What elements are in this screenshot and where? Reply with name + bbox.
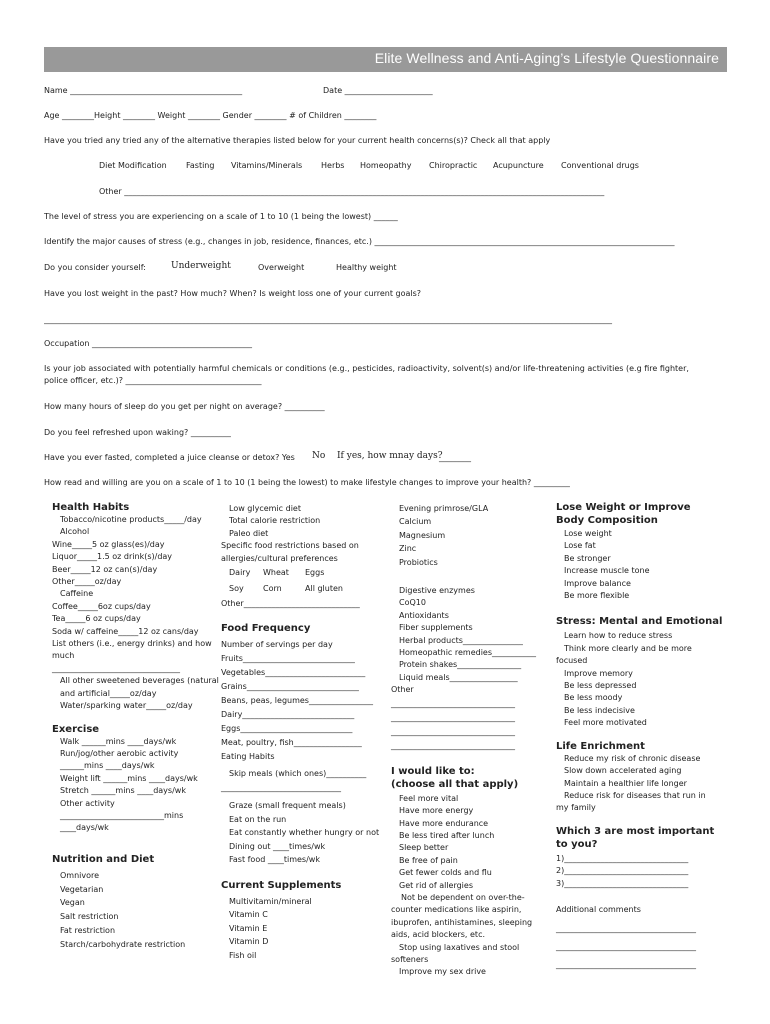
section-heading: I would like to: (391, 765, 475, 777)
refreshed-field[interactable]: Do you feel refreshed upon waking? __________ (44, 428, 231, 437)
list-item[interactable]: Maintain a healthier life longer (564, 778, 687, 788)
lost-weight-question: Have you lost weight in the past? How much? When? Is weight loss one of your current goals? (44, 289, 422, 298)
questionnaire-header (44, 47, 727, 72)
list-item[interactable]: Run/jog/other aerobic activity (60, 748, 179, 758)
list-item[interactable]: Get rid of allergies (399, 880, 473, 890)
list-item[interactable]: Be less moody (564, 693, 623, 703)
section-heading: Nutrition and Diet (52, 853, 155, 865)
restriction-option[interactable]: Soy (229, 584, 244, 594)
list-item[interactable]: Calcium (399, 517, 432, 527)
list-item[interactable]: Vegan (60, 898, 85, 908)
list-item[interactable]: Digestive enzymes (399, 586, 475, 596)
therapy-option[interactable]: Conventional drugs (561, 161, 639, 170)
section-heading: Exercise (52, 723, 100, 735)
therapies-question: Have you tried any tried any of the alternative therapies listed below for your current health concerns(s)? Check all that apply (44, 136, 551, 145)
stress-causes-field[interactable]: Identify the major causes of stress (e.g., changes in job, residence, finances, etc.) ___________________________________________________________________________ (44, 237, 675, 246)
section-heading: Lose Weight or Improve Body Composition (556, 502, 691, 526)
list-item[interactable]: Homeopathic remedies___________ (399, 648, 537, 658)
answer-line[interactable]: ___________________________________ (556, 924, 696, 934)
list-item[interactable]: Liquor_____1.5 oz drink(s)/day (52, 552, 173, 562)
food-field[interactable]: Fruits____________________________ (221, 654, 355, 664)
list-item[interactable]: Fast food ____times/wk (229, 855, 320, 865)
list-item[interactable]: Total calorie restriction (229, 516, 321, 526)
list-item[interactable]: Low glycemic diet (229, 504, 301, 513)
list-item[interactable]: Dining out ____times/wk (229, 841, 326, 851)
readiness-field[interactable]: How read and willing are you on a scale of 1 to 10 (1 being the lowest) to make lifestyle changes to improve your health? _________ (44, 478, 570, 487)
list-item[interactable]: Walk ______mins ____days/wk (60, 736, 177, 746)
list-item[interactable]: Probiotics (399, 557, 438, 567)
list-item[interactable]: Eat constantly whether hungry or not (229, 828, 380, 838)
list-item[interactable]: Fat restriction (60, 925, 116, 935)
list-item[interactable]: Magnesium (399, 530, 446, 540)
list-item: List others (i.e., energy drinks) and how much (52, 639, 212, 661)
list-item: Other activity (60, 798, 115, 808)
list-item[interactable]: Soda w/ caffeine_____12 oz cans/day (52, 626, 199, 636)
list-item[interactable]: Zinc (399, 544, 417, 554)
list-item[interactable]: Think more clearly and be more focused (556, 643, 692, 666)
list-item[interactable]: Vitamin E (229, 923, 268, 933)
date-field[interactable]: Date ______________________ (323, 86, 433, 95)
list-item[interactable]: Have more endurance (399, 818, 489, 828)
food-field[interactable]: Eggs____________________________ (221, 724, 353, 734)
list-item[interactable]: Protein shakes________________ (399, 660, 522, 670)
list-item[interactable]: Salt restriction (60, 912, 119, 922)
section-heading: (choose all that apply) (391, 778, 519, 790)
list-item[interactable]: Lose weight (564, 529, 612, 538)
restriction-option[interactable]: Wheat (263, 568, 289, 578)
fasted-days-field[interactable]: ________ (439, 453, 471, 462)
therapy-option[interactable]: Fasting (186, 161, 215, 170)
fasted-no-option[interactable]: No (312, 451, 326, 461)
restriction-option[interactable]: Dairy (229, 568, 251, 578)
list-item[interactable]: Learn how to reduce stress (564, 631, 673, 641)
healthy-weight-option[interactable]: Healthy weight (336, 263, 397, 272)
list-item[interactable]: Water/sparking water_____oz/day (60, 701, 193, 711)
list-item[interactable]: Reduce risk for diseases that run in my family (556, 790, 706, 813)
answer-line[interactable]: _______________________________ (391, 740, 515, 750)
list-item[interactable]: Tobacco/nicotine products_____/day (60, 515, 202, 524)
list-item[interactable]: Reduce my risk of chronic disease (564, 753, 701, 763)
food-field[interactable]: Vegetables_________________________ (221, 668, 366, 678)
other-therapy-field[interactable]: Other ________________________________________________________________________________________________________________________ (99, 187, 605, 196)
list-item[interactable]: Fiber supplements (399, 623, 473, 633)
list-item[interactable]: Feel more vital (399, 793, 459, 803)
list-item[interactable]: __________________________mins (60, 810, 184, 820)
list-item[interactable]: Increase muscle tone (564, 566, 650, 576)
list-item[interactable]: Fish oil (229, 950, 257, 960)
job-hazard-question: Is your job associated with potentially harmful chemicals or conditions (e.g., pesticides, radioactivity, solvent(s) and/or life-threatening activities (e.g fire fighter, (44, 364, 689, 373)
occupation-field[interactable]: Occupation ________________________________________ (44, 339, 253, 348)
list-item[interactable]: Antioxidants (399, 610, 449, 620)
list-item: Specific food restrictions based on (221, 541, 359, 551)
list-item[interactable]: Coffee_____6oz cups/day (52, 601, 151, 611)
list-item[interactable]: Be less depressed (564, 681, 637, 691)
answer-line[interactable]: _______________________________ (391, 712, 515, 722)
restriction-option[interactable]: Corn (263, 584, 282, 594)
section-heading: Life Enrichment (556, 740, 645, 752)
list-item[interactable]: Be more flexible (564, 591, 630, 601)
therapy-option[interactable]: Homeopathy (360, 161, 412, 170)
restriction-option[interactable]: Eggs (305, 568, 325, 578)
list-item: Caffeine (60, 589, 94, 599)
list-item: Number of servings per day (221, 640, 333, 650)
answer-line[interactable]: ________________________________ (52, 663, 180, 673)
list-item[interactable]: Multivitamin/mineral (229, 896, 312, 906)
answer-line[interactable]: _______________________________ (391, 698, 515, 708)
answer-line[interactable]: ___________________________________ (556, 942, 696, 952)
list-item[interactable]: Feel more motivated (564, 718, 647, 728)
list-item[interactable]: Other_____________________________ (221, 598, 360, 608)
list-item[interactable]: Tea_____6 oz cups/day (52, 614, 141, 624)
list-item[interactable]: Not be dependent on over-the-counter medications like aspirin, ibuprofen, antihistamines, sleeping aids, acid blockers, etc. (391, 892, 533, 940)
section-heading: Which 3 are most important to you? (556, 825, 715, 850)
consider-question: Do you consider yourself: (44, 263, 146, 272)
list-item[interactable]: Get fewer colds and flu (399, 868, 492, 878)
list-item[interactable]: Other_____oz/day (52, 577, 122, 587)
answer-line[interactable]: 1)_______________________________ (556, 853, 689, 863)
therapy-option[interactable]: Diet Modification (99, 161, 167, 170)
diet-column (221, 503, 381, 962)
list-item[interactable]: CoQ10 (399, 598, 426, 608)
list-item[interactable]: Improve my sex drive (399, 967, 486, 977)
list-item[interactable]: Wine_____5 oz glass(es)/day (52, 539, 165, 549)
list-item: Additional comments (556, 904, 641, 914)
list-item[interactable]: Improve balance (564, 578, 631, 588)
list-item[interactable]: Evening primrose/GLA (399, 504, 489, 513)
food-field[interactable]: Meat, poultry, fish_________________ (221, 738, 362, 748)
list-item[interactable]: ______mins ____days/wk (60, 761, 155, 771)
list-item[interactable]: Paleo diet (229, 528, 269, 538)
section-heading: Food Frequency (221, 623, 311, 635)
list-item[interactable]: Vegetarian (60, 884, 104, 894)
list-item[interactable]: Lose fat (564, 541, 596, 551)
therapy-option[interactable]: Herbs (321, 161, 345, 170)
therapy-option[interactable]: Chiropractic (429, 161, 478, 170)
list-item[interactable]: Eat on the run (229, 814, 287, 824)
food-field[interactable]: Dairy____________________________ (221, 710, 355, 720)
list-item: Eating Habits (221, 752, 275, 762)
list-item[interactable]: All other sweetened beverages (natural and artificial_____oz/day (60, 676, 219, 698)
list-item[interactable]: Graze (small frequent meals) (229, 801, 346, 811)
answer-line[interactable]: 3)_______________________________ (556, 878, 689, 888)
list-item[interactable]: ____days/wk (60, 823, 109, 833)
section-heading: Health Habits (52, 502, 130, 513)
list-item[interactable]: Herbal products_______________ (399, 635, 523, 645)
answer-line[interactable]: ______________________________________________________________________________________________________________________________________________ (44, 315, 612, 324)
list-item: Other (391, 685, 414, 695)
health-habits-column (52, 501, 220, 952)
answer-line[interactable]: ___________________________________ (556, 960, 696, 970)
overweight-option[interactable]: Overweight (258, 263, 305, 272)
age-height-weight-fields[interactable]: Age ________Height ________ Weight ________ Gender ________ # of Children ________ (44, 111, 377, 120)
stress-level-field[interactable]: The level of stress you are experiencing on a scale of 1 to 10 (1 being the lowest) ______ (44, 212, 398, 221)
list-item[interactable]: Be stronger (564, 553, 611, 563)
list-item: Alcohol (60, 527, 90, 537)
list-item[interactable]: Be less tired after lunch (399, 830, 495, 840)
list-item[interactable]: Weight lift ______mins ____days/wk (60, 773, 198, 783)
list-item[interactable]: Stretch ______mins ____days/wk (60, 786, 186, 796)
underweight-option[interactable]: Underweight (171, 261, 231, 271)
name-field[interactable]: Name ___________________________________________ (44, 86, 243, 95)
list-item[interactable]: Vitamin D (229, 937, 269, 947)
section-heading: Current Supplements (221, 879, 342, 891)
therapy-option[interactable]: Acupuncture (493, 161, 544, 170)
list-item[interactable]: Be less indecisive (564, 705, 635, 715)
answer-line[interactable]: 2)_______________________________ (556, 866, 689, 876)
list-item[interactable]: Beer_____12 oz can(s)/day (52, 564, 158, 574)
list-item: allergies/cultural preferences (221, 553, 338, 563)
food-field[interactable]: Beans, peas, legumes________________ (221, 696, 373, 706)
list-item[interactable]: Slow down accelerated aging (564, 766, 682, 776)
page-title: Elite Wellness and Anti-Aging’s Lifestyle Questionnaire (374, 50, 719, 66)
list-item[interactable]: Liquid meals_________________ (399, 672, 518, 682)
list-item[interactable]: Have more energy (399, 806, 474, 816)
job-hazard-field[interactable]: police officer, etc.)? __________________________________ (44, 376, 262, 385)
list-item[interactable]: Improve memory (564, 668, 633, 678)
section-heading: Stress: Mental and Emotional (556, 616, 723, 628)
list-item[interactable]: Stop using laxatives and stool softeners (391, 942, 520, 964)
sleep-hours-field[interactable]: How many hours of sleep do you get per night on average? __________ (44, 402, 325, 411)
answer-line[interactable]: _______________________________ (391, 726, 515, 736)
list-item[interactable]: Sleep better (399, 843, 449, 853)
supplements-goals-column (391, 503, 546, 979)
list-item[interactable]: Starch/carbohydrate restriction (60, 939, 186, 949)
fasted-question[interactable]: Have you ever fasted, completed a juice cleanse or detox? Yes (44, 453, 295, 462)
list-item[interactable]: Vitamin C (229, 910, 268, 920)
food-field[interactable]: Grains____________________________ (221, 682, 359, 692)
restriction-option[interactable]: All gluten (305, 584, 343, 594)
list-item[interactable]: Be free of pain (399, 855, 458, 865)
answer-line[interactable]: ______________________________ (221, 783, 341, 793)
list-item[interactable]: Omnivore (60, 870, 100, 880)
goals-column (556, 501, 723, 974)
list-item[interactable]: Skip meals (which ones)__________ (229, 769, 367, 779)
therapy-option[interactable]: Vitamins/Minerals (231, 161, 303, 170)
fasted-days-label: If yes, how mnay days? (337, 451, 443, 461)
